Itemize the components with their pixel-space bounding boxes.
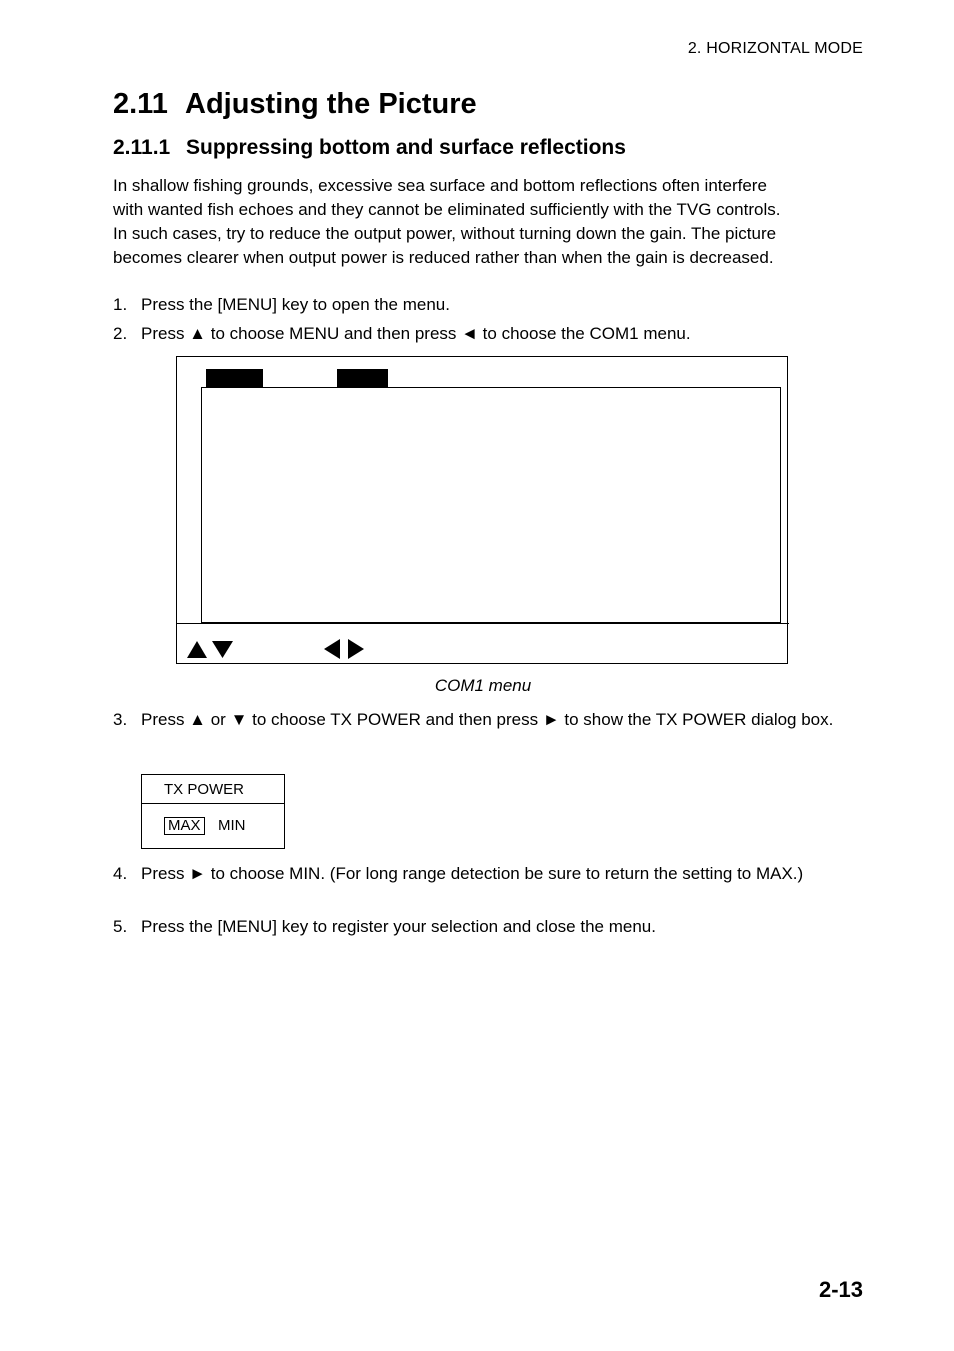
section-title: Adjusting the Picture xyxy=(185,88,477,120)
step-2 xyxy=(113,322,843,346)
figure-caption: COM1 menu xyxy=(434,676,532,695)
section-number: 2.11 xyxy=(113,88,168,120)
step-text: Press the [MENU] key to open the menu. xyxy=(141,295,450,314)
step-3 xyxy=(113,708,843,732)
step-1 xyxy=(113,293,843,317)
subsection-heading xyxy=(113,136,626,160)
step-number: 3. xyxy=(113,710,128,729)
com1-menu-figure xyxy=(176,356,788,664)
step-text: Press ▲ to choose MENU and then press ◄ to choose the COM1 menu. xyxy=(141,324,691,343)
intro-line: In shallow fishing grounds, excessive sea surface and bottom reflections often interfere xyxy=(113,176,767,195)
step-5 xyxy=(113,915,843,939)
step-number: 5. xyxy=(113,917,128,936)
step-text: Press ▲ or ▼ to choose TX POWER and then press ► to show the TX POWER dialog box. xyxy=(141,710,834,729)
menu-tab-highlight xyxy=(337,369,388,387)
step-4 xyxy=(113,862,843,886)
step-text: Press the [MENU] key to register your selection and close the menu. xyxy=(141,917,656,936)
subsection-title: Suppressing bottom and surface reflections xyxy=(186,136,626,159)
up-down-arrows-icon xyxy=(187,639,235,659)
intro-line: In such cases, try to reduce the output power, without turning down the gain. The picture xyxy=(113,224,777,243)
option-min: MIN xyxy=(218,817,246,834)
step-number: 4. xyxy=(113,864,128,883)
option-max-selected: MAX xyxy=(164,817,205,835)
menu-content-area xyxy=(201,387,781,623)
dialog-title: TX POWER xyxy=(142,775,284,804)
step-number: 1. xyxy=(113,295,128,314)
tx-power-dialog xyxy=(141,774,285,849)
running-head: 2. HORIZONTAL MODE xyxy=(687,40,863,57)
intro-paragraph xyxy=(113,174,853,270)
step-number: 2. xyxy=(113,324,128,343)
section-heading xyxy=(113,88,477,121)
intro-line: with wanted fish echoes and they cannot be eliminated sufficiently with the TVG controls. xyxy=(113,200,781,219)
page-number: 2-13 xyxy=(818,1277,863,1302)
subsection-number: 2.11.1 xyxy=(113,136,171,159)
intro-line: becomes clearer when output power is reduced rather than when the gain is decreased. xyxy=(113,248,774,267)
menu-divider xyxy=(177,623,789,624)
step-text: Press ► to choose MIN. (For long range detection be sure to return the setting to MAX.) xyxy=(141,864,804,883)
left-right-arrows-icon xyxy=(322,637,366,661)
menu-tab-highlight xyxy=(206,369,263,387)
